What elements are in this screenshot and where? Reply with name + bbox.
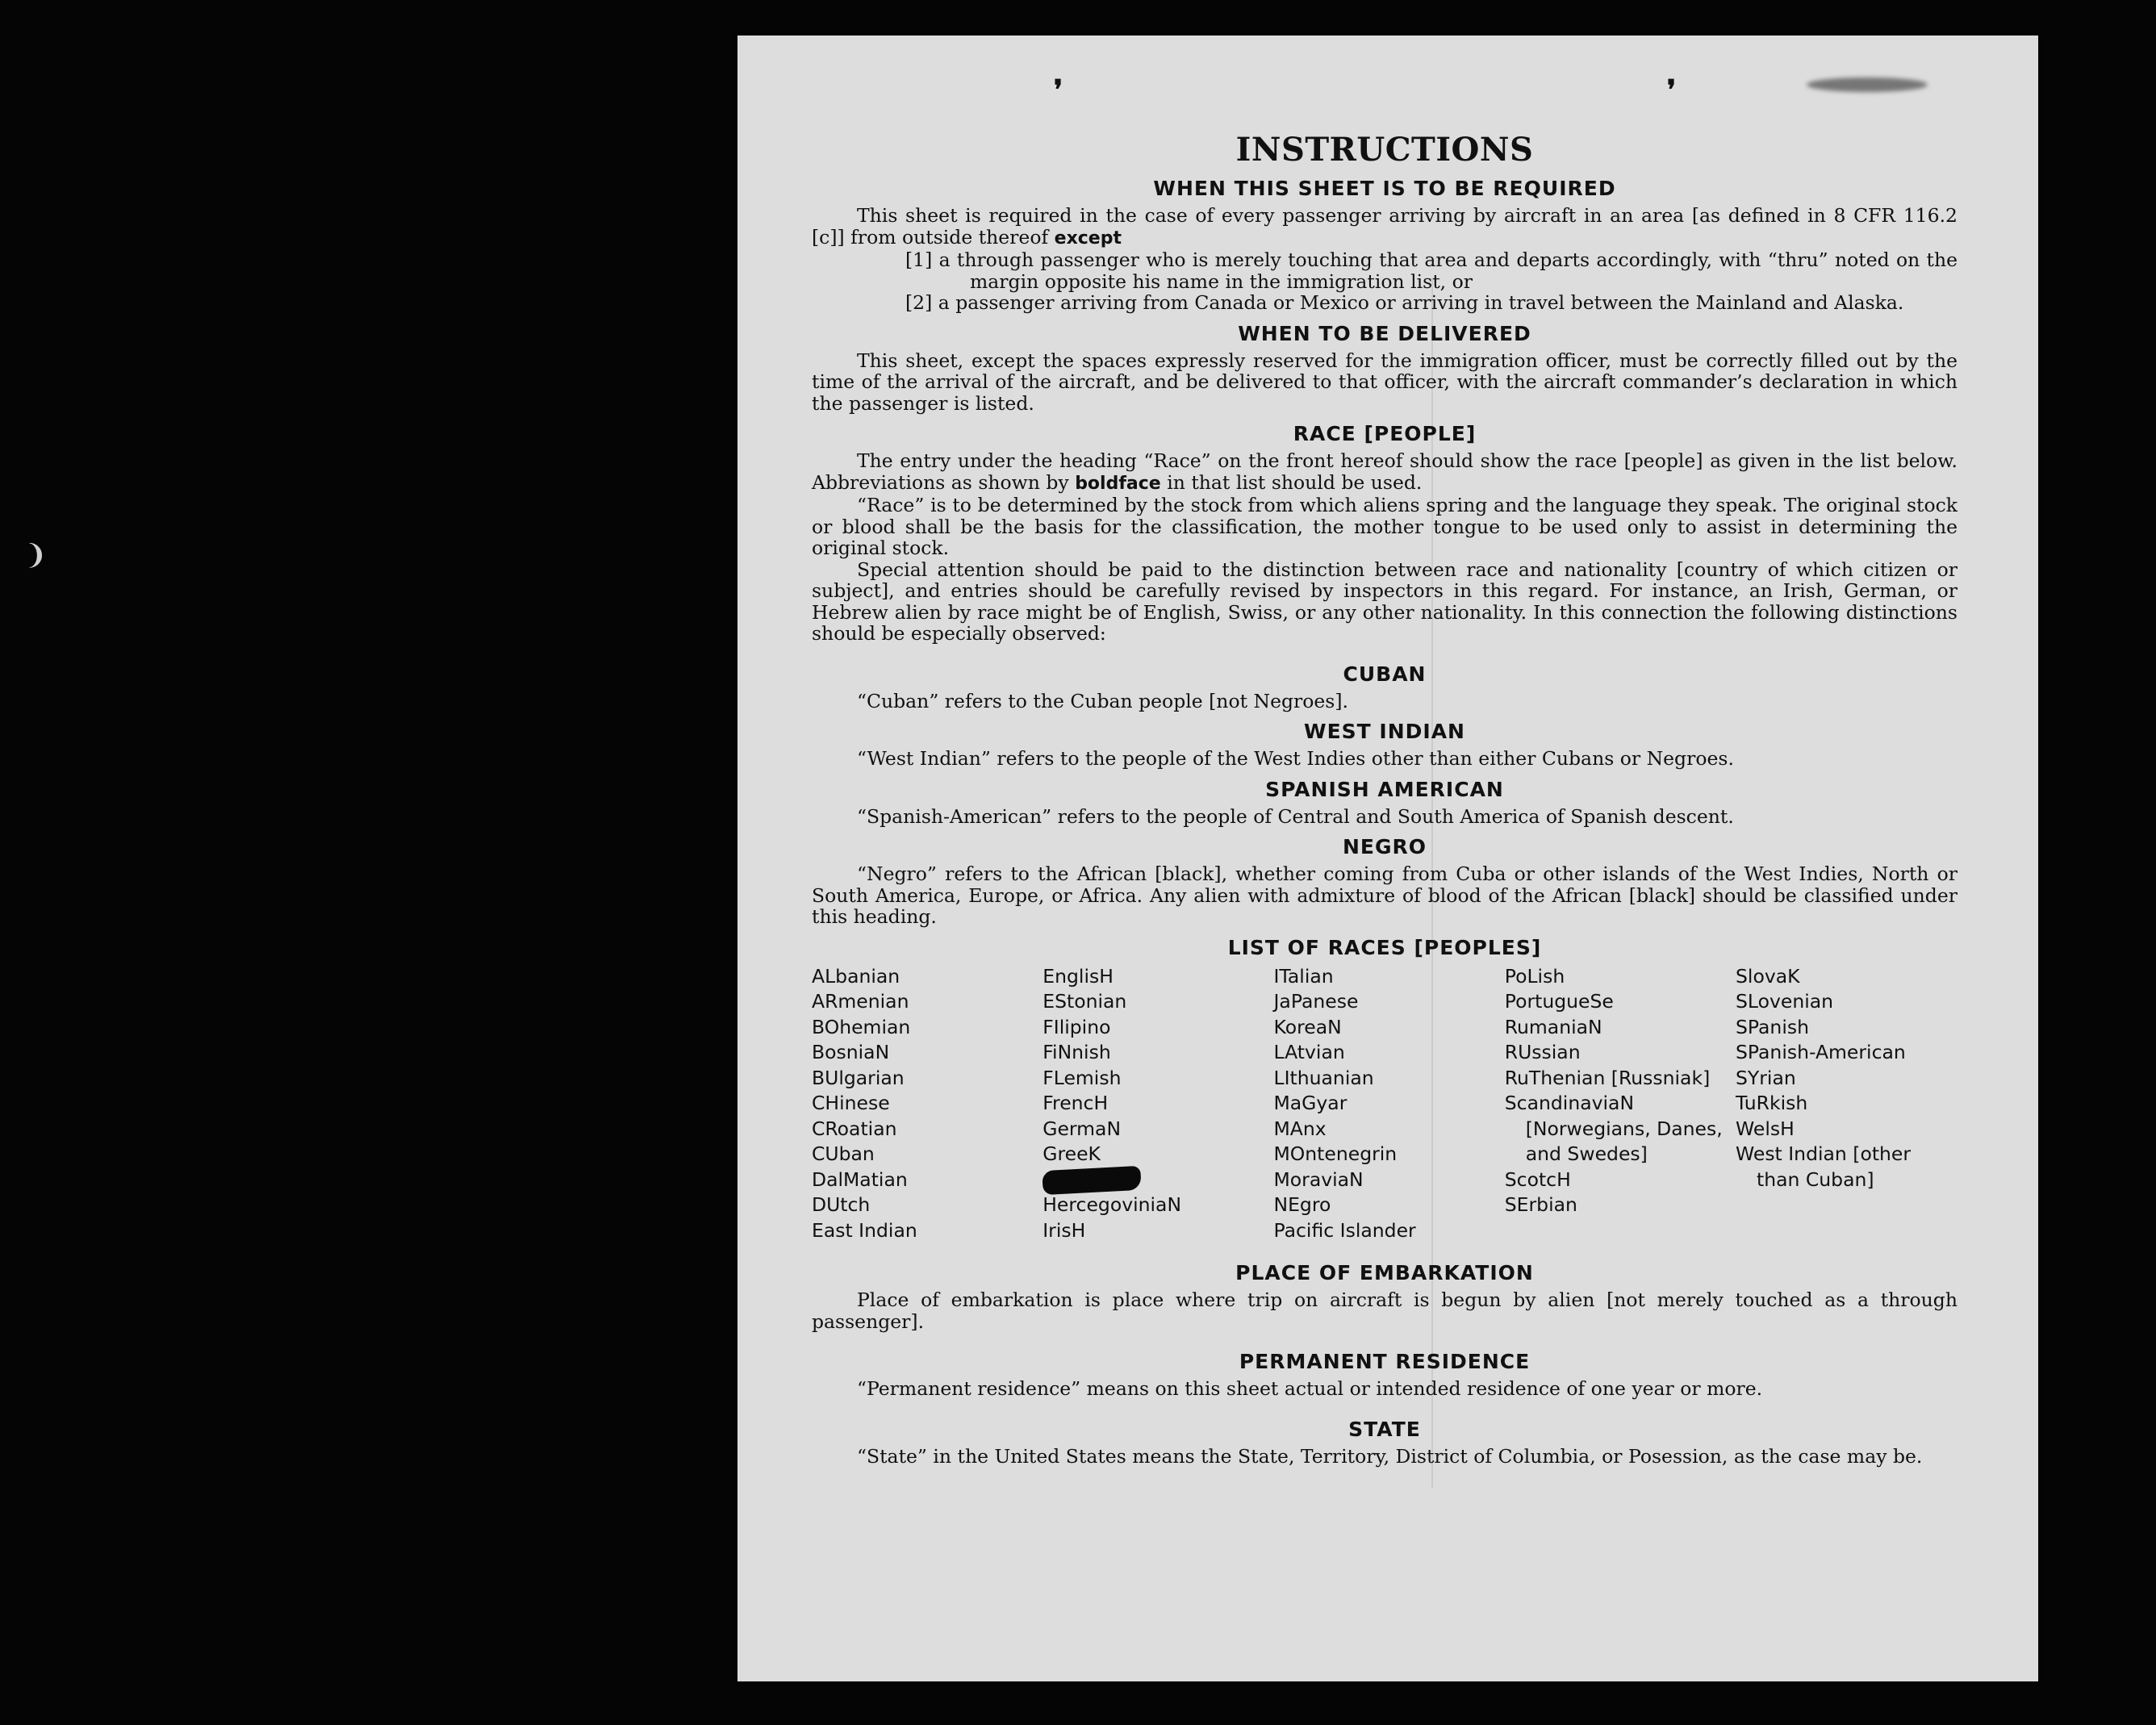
race-entry: West Indian [other than Cuban] (1736, 1142, 1912, 1191)
heading-permanent-residence: PERMANENT RESIDENCE (1239, 1350, 1531, 1373)
ink-smudge (1807, 77, 1928, 92)
race-entry: FLemish (1042, 1066, 1122, 1089)
redacted-entry (1042, 1167, 1264, 1193)
race-entry: FiNnish (1042, 1041, 1111, 1063)
race-entry: MoraviaN (1273, 1167, 1364, 1191)
race-entry: RuThenian [Russniak] (1504, 1066, 1711, 1089)
race-entry: MOntenegrin (1273, 1142, 1398, 1165)
race-entry: GreeK (1042, 1142, 1101, 1165)
race-entry: BUlgarian (812, 1066, 905, 1089)
race-entry: CUban (812, 1142, 875, 1165)
when-delivered-text: This sheet, except the spaces expressly reserved for the immigration officer, must be correctly filled out by the time of the arrival of the aircraft, and be delivered to that officer, with the aircraft commander’s declaration in which the passenger is listed. (812, 349, 1958, 415)
race-entry: SlovaK (1736, 964, 1800, 988)
race-entry: ITalian (1273, 964, 1334, 988)
race-paragraph-2: “Race” is to be determined by the stock from which aliens spring and the language they speak. The original stock or blood shall be the basis for the classification, the mother tongue to be used only to assist in determining the original stock. (812, 494, 1958, 559)
spanish-american-text: “Spanish-American” refers to the people of Central and South America of Spanish descent. (857, 804, 1734, 828)
heading-race: RACE [PEOPLE] (1293, 422, 1477, 445)
race-entry: CRoatian (812, 1117, 897, 1140)
races-column-2 (1042, 964, 1264, 1244)
race-entry: SErbian (1504, 1193, 1577, 1216)
race-entry: SYrian (1736, 1066, 1796, 1089)
negro-text: “Negro” refers to the African [black], whether coming from Cuba or other islands of the West Indies, North or South America, Europe, or Africa. Any alien with admixture of blood of the African [black] should be classified under this heading. (812, 862, 1958, 928)
race-entry: ALbanian (812, 964, 900, 988)
heading-state: STATE (1348, 1417, 1421, 1441)
race-entry: SLovenian (1736, 990, 1834, 1013)
race-entry: HercegoviniaN (1042, 1193, 1182, 1216)
race-entry: WelsH (1736, 1117, 1795, 1140)
state-text: “State” in the United States means the State, Territory, District of Columbia, or Posession, as the case may be. (857, 1444, 1923, 1468)
page-title: INSTRUCTIONS (1235, 131, 1534, 169)
boldface-term: boldface (1075, 473, 1161, 494)
race-entry: FIlipino (1042, 1015, 1111, 1038)
race-entry: PoLish (1504, 964, 1565, 988)
heading-when-delivered: WHEN TO BE DELIVERED (1238, 321, 1531, 345)
heading-when-required: WHEN THIS SHEET IS TO BE REQUIRED (1153, 177, 1616, 200)
race-entry: East Indian (812, 1218, 917, 1242)
heading-spanish-american: SPANISH AMERICAN (1265, 777, 1504, 801)
west-indian-text: “West Indian” refers to the people of the West Indies other than either Cubans or Negroes. (857, 747, 1734, 770)
punch-mark-right: ❜ (1667, 74, 1676, 107)
race-entry: NEgro (1273, 1193, 1331, 1216)
race-entry: DUtch (812, 1193, 871, 1216)
heading-west-indian: WEST INDIAN (1304, 720, 1465, 743)
race-entry: FrencH (1042, 1092, 1109, 1114)
residence-text: “Permanent residence” means on this sheet actual or intended residence of one year or more. (857, 1377, 1763, 1400)
race-entry: JaPanese (1273, 990, 1359, 1013)
race-entry: KoreaN (1273, 1015, 1342, 1038)
race-entry: SPanish-American (1736, 1041, 1906, 1063)
race-entry: RumaniaN (1504, 1015, 1602, 1038)
heading-list-of-races: LIST OF RACES [PEOPLES] (1227, 935, 1542, 959)
exception-item-2: [2] a passenger arriving from Canada or Mexico or arriving in travel between the Mainland and Alaska. (905, 291, 1904, 314)
races-column-3 (1274, 964, 1496, 1244)
scan-edge-mark: ❩ (24, 539, 48, 571)
race-entry: EnglisH (1042, 964, 1114, 988)
race-paragraph-1: The entry under the heading “Race” on the front hereof should show the race [people] as given in the list below. Abbreviations as shown by boldface in that list should be used. (812, 449, 1958, 494)
race-entry: LAtvian (1273, 1041, 1345, 1063)
heading-cuban: CUBAN (1343, 662, 1427, 686)
race-entry: ARmenian (812, 990, 909, 1013)
instructions-content (812, 131, 1958, 1467)
race-paragraph-3: Special attention should be paid to the distinction between race and nationality [country of which citizen or subject], and entries should be carefully revised by inspectors in this regard. For instance, an Irish, German, or Hebrew alien by race might be of English, Swiss, or any other nationality. In this connection the following distinctions should be especially observed: (812, 558, 1958, 645)
race-entry: SPanish (1736, 1015, 1809, 1038)
race-entry: PortugueSe (1504, 990, 1614, 1013)
race-entry: IrisH (1042, 1218, 1086, 1242)
races-column-4 (1505, 964, 1727, 1244)
redaction-mark (1042, 1166, 1142, 1195)
race-entry: ScandinaviaN [Norwegians, Danes, and Swedes] (1504, 1092, 1723, 1165)
race-entry: EStonian (1042, 990, 1127, 1013)
race-entry: TuRkish (1736, 1092, 1808, 1114)
races-column-1 (812, 964, 1034, 1244)
heading-place-of-embarkation: PLACE OF EMBARKATION (1235, 1261, 1534, 1284)
race-entry: GermaN (1042, 1117, 1122, 1140)
embarkation-text: Place of embarkation is place where trip on aircraft is begun by alien [not merely touched as a through passenger]. (812, 1289, 1958, 1333)
race-entry: ScotcH (1504, 1167, 1571, 1191)
heading-negro: NEGRO (1342, 835, 1427, 858)
race-entry: CHinese (812, 1092, 890, 1114)
except-keyword: except (1054, 228, 1122, 249)
race-entry: RUssian (1504, 1041, 1581, 1063)
cuban-text: “Cuban” refers to the Cuban people [not Negroes]. (857, 689, 1349, 712)
punch-mark-left: ❜ (1054, 74, 1063, 107)
race-entry: DalMatian (812, 1167, 908, 1191)
when-required-intro: This sheet is required in the case of every passenger arriving by aircraft in an area [as defined in 8 CFR 116.2 [c]] from outside thereof except (812, 204, 1958, 249)
race-entry: Pacific Islander (1273, 1218, 1416, 1242)
race-entry: BOhemian (812, 1015, 911, 1038)
race-entry: BosniaN (812, 1041, 890, 1063)
race-entry: MaGyar (1273, 1092, 1348, 1114)
races-list (812, 964, 1958, 1244)
races-column-5 (1736, 964, 1958, 1244)
document-page (737, 36, 2038, 1681)
race-entry: LIthuanian (1273, 1066, 1374, 1089)
exception-item-1: [1] a through passenger who is merely touching that area and departs accordingly, with “thru” noted on the margin opposite his name in the immigration list, or (905, 249, 1958, 293)
race-entry: MAnx (1273, 1117, 1327, 1140)
